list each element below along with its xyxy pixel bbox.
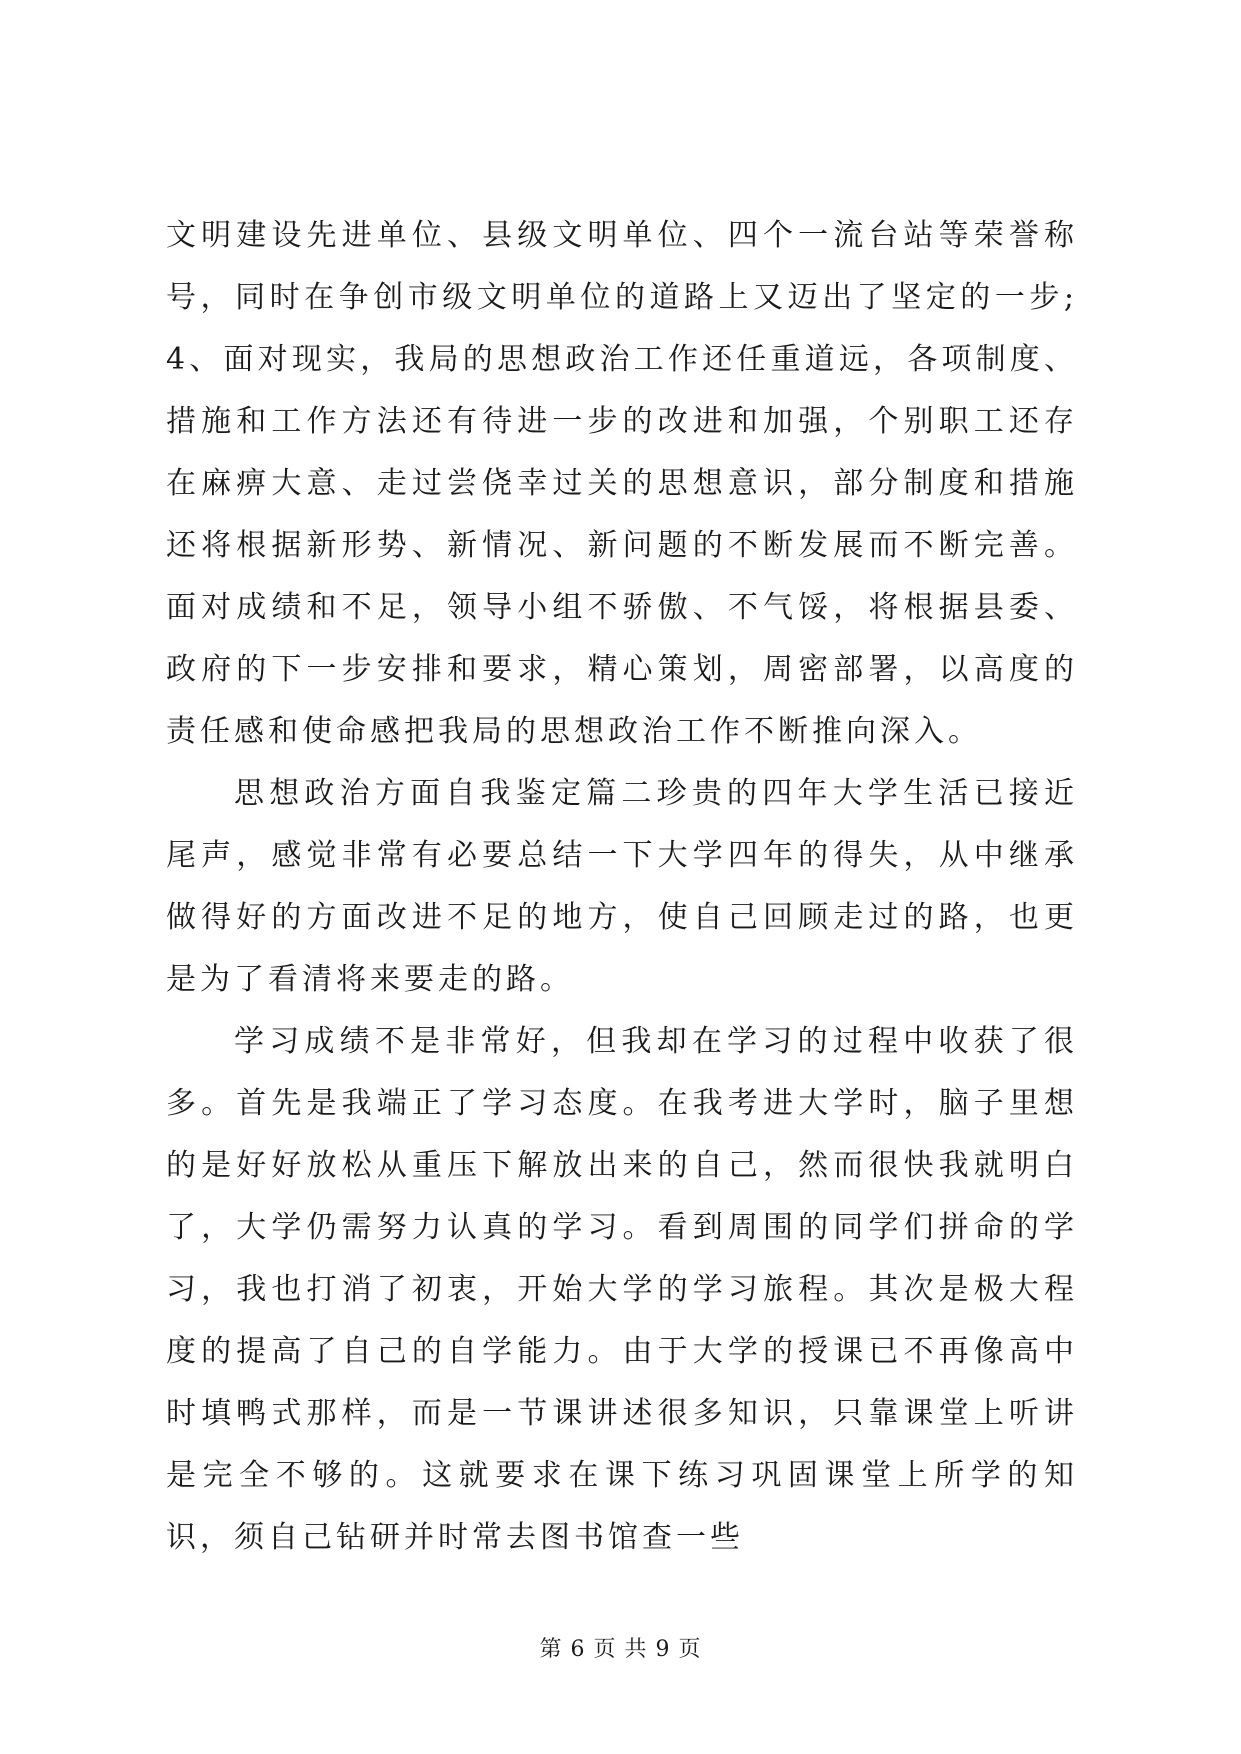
paragraph-continuation: 文明建设先进单位、县级文明单位、四个一流台站等荣誉称号，同时在争创市级文明单位的道路上又迈出了坚定的一步;4、面对现实，我局的思想政治工作还任重道远，各项制度、措施和工作方法还有待进一步的改进和加强，个别职工还存在麻痹大意、走过尝侥幸过关的思想意识，部分制度和措施还将根据新形势、新情况、新问题的不断发展而不断完善。面对成绩和不足，领导小组不骄傲、不气馁，将根据县委、政府的下一步安排和要求，精心策划，周密部署，以高度的责任感和使命感把我局的思想政治工作不断推向深入。 xyxy=(166,218,1078,749)
paragraph-study-results: 学习成绩不是非常好，但我却在学习的过程中收获了很多。首先是我端正了学习态度。在我考进大学时，脑子里想的是好好放松从重压下解放出来的自己，然而很快我就明白了，大学仍需努力认真的学习。看到周围的同学们拼命的学习，我也打消了初衷，开始大学的学习旅程。其次是极大程度的提高了自己的自学能力。由于大学的授课已不再像高中时填鸭式那样，而是一节课讲述很多知识，只靠课堂上听讲是完全不够的。这就要求在课下练习巩固课堂上所学的知识，须自己钻研并时常去图书馆查一些 xyxy=(166,1024,1078,1555)
body-text xyxy=(166,205,1078,1569)
paragraph-self-assessment-intro: 思想政治方面自我鉴定篇二珍贵的四年大学生活已接近尾声，感觉非常有必要总结一下大学四年的得失，从中继承做得好的方面改进不足的地方，使自己回顾走过的路，也更是为了看清将来要走的路。 xyxy=(166,776,1078,997)
page-footer: 第 6 页 共 9 页 xyxy=(539,1637,702,1662)
